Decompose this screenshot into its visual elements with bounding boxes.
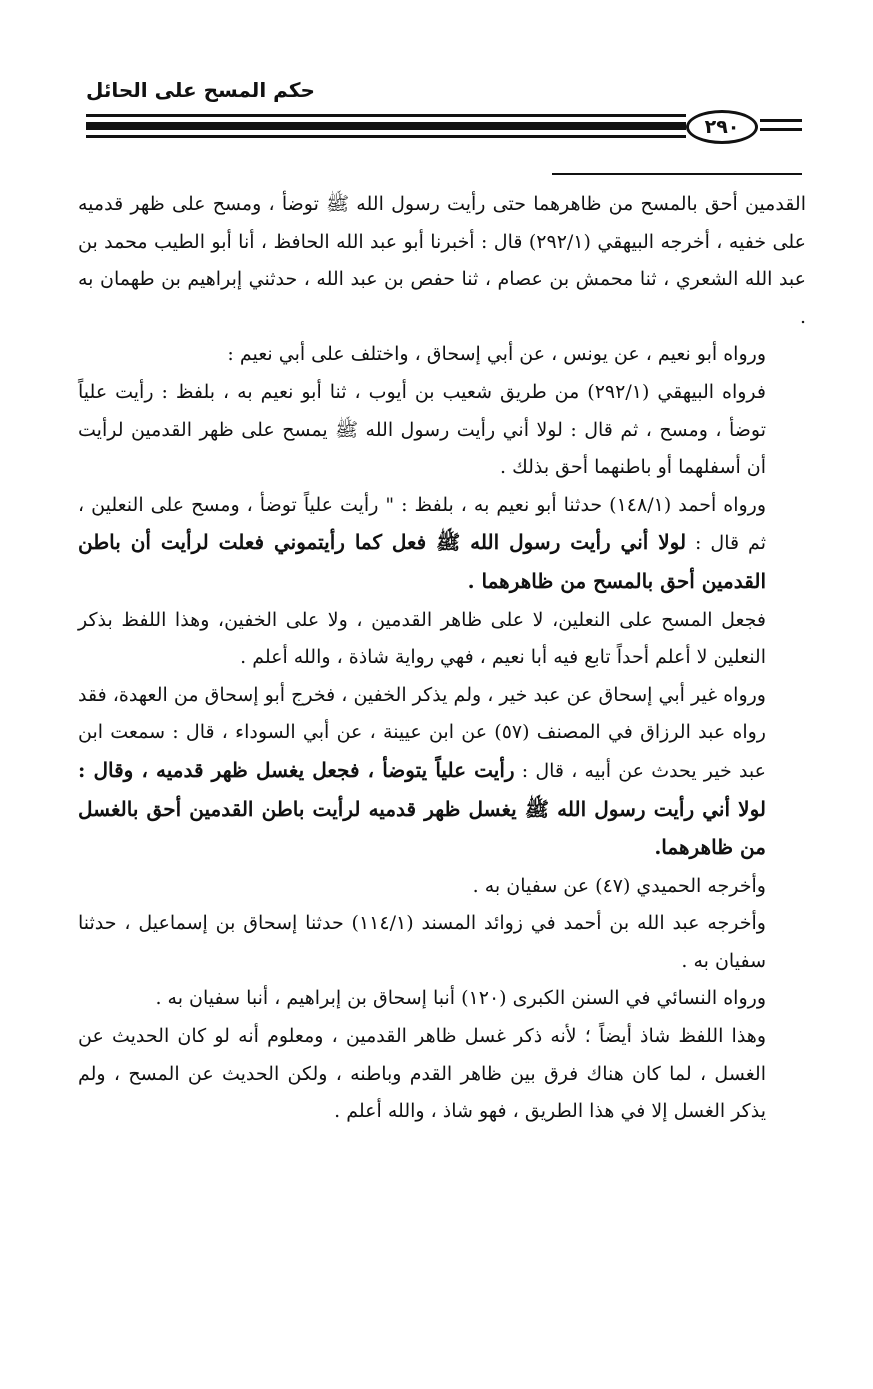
header-rule-thick [86, 122, 686, 130]
header-rule-bottom [86, 135, 686, 138]
bold-quote: رأيت علياً يتوضأ ، فجعل يغسل ظهر قدميه ، وقال : لولا أني رأيت رسول الله ﷺ يغسل ظهر قدميه لرأيت باطن القدمين أحق بالغسل من ظاهرهما. [78, 757, 766, 860]
body-text [78, 186, 806, 1131]
paragraph-text: فرواه البيهقي (٢٩٢/١) من طريق شعيب بن أيوب ، ثنا أبو نعيم به ، بلفظ : رأيت علياً توضأ ، ومسح ، ثم قال : لولا أني رأيت رسول الله ﷺ يمسح على ظهر القدمين لرأيت أن أسفلهما أو باطنهما أحق بذلك . [78, 380, 766, 479]
paragraph-text: ورواه النسائي في السنن الكبرى (١٢٠) أنبا إسحاق بن إبراهيم ، أنبا سفيان به . [155, 987, 766, 1010]
page-number-text: ٢٩٠ [704, 116, 740, 138]
paragraph-text: وأخرجه عبد الله بن أحمد في زوائد المسند (١١٤/١) حدثنا إسحاق بن إسماعيل ، حدثنا سفيان به . [78, 912, 766, 972]
page-number [686, 110, 758, 144]
paragraph-text: ورواه أبو نعيم ، عن يونس ، عن أبي إسحاق ، واختلف على أبي نعيم : [227, 343, 766, 366]
paragraph-text: ورواه أحمد (١٤٨/١) حدثنا أبو نعيم به ، بلفظ : " رأيت علياً توضأ ، ومسح على النعلين ، ثم قال : [78, 493, 766, 555]
bold-quote: لولا أني رأيت رسول الله ﷺ فعل كما رأيتموني فعلت لرأيت أن باطن القدمين أحق بالمسح من ظاهرهما . [78, 530, 766, 593]
paragraph-text: ورواه غير أبي إسحاق عن عبد خير ، ولم يذكر الخفين ، فخرج أبو إسحاق من العهدة، فقد رواه عبد الرزاق في المصنف (٥٧) عن ابن عيينة ، عن أبي السوداء ، قال : سمعت ابن عبد خير يحدث عن أبيه ، قال : [78, 683, 766, 782]
header-rule-right-upper [760, 119, 802, 122]
paragraph [78, 374, 806, 487]
paragraph-text: القدمين أحق بالمسح من ظاهرهما حتى رأيت رسول الله ﷺ توضأ ، ومسح على ظهر قدميه على خفيه ، أخرجه البيهقي (٢٩٢/١) قال : أخبرنا أبو عبد الله الحافظ ، أنا أبو الطيب محمد بن عبد الله الشعري ، ثنا محمش بن عصام ، ثنا حفص بن عبد الله ، حدثني إبراهيم بن طهمان به . [78, 193, 806, 328]
paragraph [78, 677, 806, 868]
paragraph [78, 1018, 806, 1131]
paragraph [78, 868, 806, 906]
paragraph-text: فجعل المسح على النعلين، لا على ظاهر القدمين ، ولا على الخفين، وهذا اللفظ بذكر النعلين لا أعلم أحداً تابع فيه أبا نعيم ، فهي رواية شاذة ، والله أعلم . [78, 608, 766, 669]
paragraph [78, 487, 806, 602]
paragraph [78, 980, 806, 1018]
running-title: حكم المسح على الحائل [86, 78, 315, 102]
continuation-rule [552, 173, 802, 175]
header-rule-right-lower [760, 128, 802, 131]
header-rule-top [86, 114, 686, 117]
paragraph [78, 336, 806, 374]
paragraph [78, 186, 806, 336]
paragraph [78, 602, 806, 677]
paragraph-text: وهذا اللفظ شاذ أيضاً ؛ لأنه ذكر غسل ظاهر القدمين ، ومعلوم أنه لو كان الحديث عن الغسل ، لما كان هناك فرق بين ظاهر القدم وباطنه ، ولكن الحديث عن المسح ، ولم يذكر الغسل إلا في هذا الطريق ، فهو شاذ ، والله أعلم . [78, 1025, 766, 1123]
paragraph-text: وأخرجه الحميدي (٤٧) عن سفيان به . [472, 874, 766, 897]
paragraph [78, 905, 806, 980]
